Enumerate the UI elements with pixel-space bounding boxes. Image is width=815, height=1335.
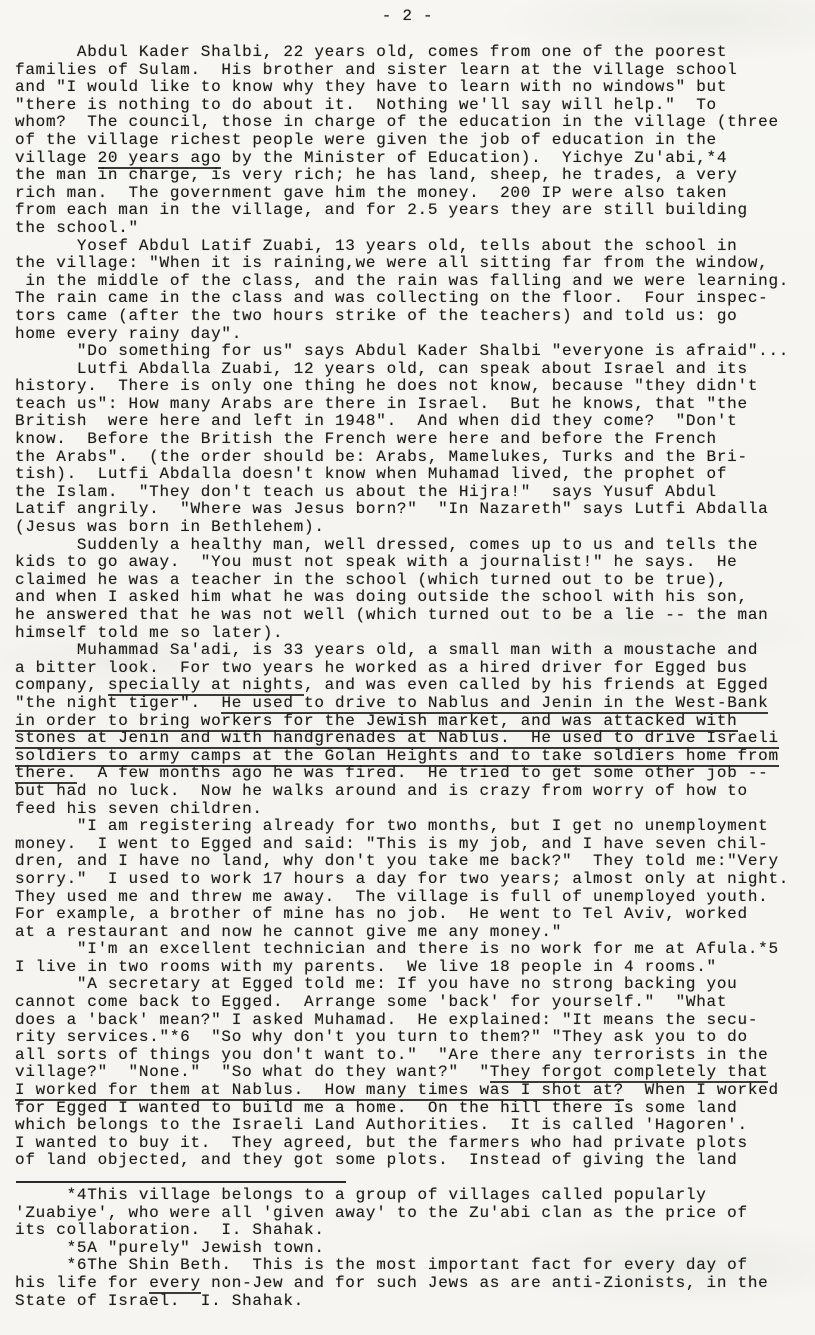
paragraph [15,941,810,976]
underlined-text: 20 years ago [97,148,222,167]
text-line [15,255,810,273]
text-line [15,501,810,519]
text-line [15,378,810,396]
text-line [15,1187,810,1205]
text-segment: a bitter look. For two years he worked as a hired driver for Egged bus [15,658,748,677]
text-segment: from each man in the village, and for 2.5 years they are still building [15,201,748,220]
underlined-text: there. [15,764,77,783]
text-segment: When I worked [623,1081,779,1100]
text-line [15,994,810,1012]
text-line [15,853,810,871]
text-segment: They used me and threw me away. The village is full of unemployed youth. [15,887,769,906]
text-line [15,748,810,766]
text-line [15,1275,810,1293]
text-line [15,941,810,959]
text-line [15,959,810,977]
text-segment: village [15,148,98,167]
text-segment: "Do something for us" says Abdul Kader Shalbi "everyone is afraid"... [15,342,790,361]
text-segment: the school." [15,218,139,237]
paragraph [15,818,810,941]
text-segment: Lutfi Abdalla Zuabi, 12 years old, can speak about Israel and its [15,359,748,378]
text-segment: does a 'back' mean?" I asked Muhamad. He explained: "It means the secu- [15,1010,759,1029]
text-line [15,765,810,783]
text-segment: himself told me so later). [15,623,284,642]
text-segment: all sorts of things you don't want to." "Are there any terrorists in the [15,1045,769,1064]
text-segment: rich man. The government gave him the money. 200 IP were also taken [15,183,728,202]
text-segment: and "I would like to know why they have to learn with no windows" but [15,78,728,97]
text-segment: (Jesus was born in Bethlehem). [15,518,325,537]
text-segment: of land objected, and they got some plots. Instead of giving the land [15,1151,738,1170]
text-line [15,607,810,625]
text-line [15,44,810,62]
text-line [15,449,810,467]
text-segment: company, [15,676,108,695]
text-segment: his life for [15,1273,150,1292]
text-line [15,642,810,660]
text-segment: *5A "purely" Jewish town. [15,1238,325,1257]
text-segment: sorry." I used to work 17 hours a day for two years; almost only at night. [15,869,790,888]
underlined-text: in order to bring workers for the Jewish market, and was attacked with [15,711,738,730]
text-line [15,1240,810,1258]
text-segment: the man in charge, is very rich; he has land, sheep, he trades, a very [15,166,738,185]
text-segment: 'Zuabiye', who were all 'given away' to the Zu'abi clan as the price of [15,1203,748,1222]
text-line [15,572,810,590]
text-line [15,1047,810,1065]
text-segment: the Islam. "They don't teach us about the Hijra!" says Yusuf Abdul [15,482,717,501]
paragraph [15,361,810,537]
text-line [15,1064,810,1082]
text-segment: know. Before the British the French were here and before the French [15,430,717,449]
text-segment: "I'm an excellent technician and there is no work for me at Afula.*5 [15,940,779,959]
text-segment: feed his seven children. [15,799,263,818]
text-line [15,625,810,643]
page-number: - 2 - [381,7,434,25]
text-segment: the Arabs". (the order should be: Arabs, Mamelukes, Turks and the Bri- [15,447,748,466]
text-segment: "I am registering already for two months, but I get no unemployment [15,817,769,836]
text-line [15,1257,810,1275]
text-segment: tish). Lutfi Abdalla doesn't know when Muhamad lived, the prophet of [15,465,728,484]
text-segment: A few months ago he was fired. He tried to get some other job -- [76,764,769,783]
text-segment: whom? The council, those in charge of the education in the village (three [15,113,779,132]
underlined-text: specially at nights [107,676,305,695]
text-line [15,167,810,185]
text-line [15,326,810,344]
text-segment: in the middle of the class, and the rain was falling and we were learning. [15,271,790,290]
text-line [15,466,810,484]
paragraph [15,537,810,643]
text-segment: *6The Shin Beth. This is the most important fact for every day of [15,1256,748,1275]
text-line [15,1293,810,1311]
text-line [15,660,810,678]
text-segment: Abdul Kader Shalbi, 22 years old, comes from one of the poorest [15,43,728,61]
text-line [15,396,810,414]
text-segment: Yosef Abdul Latif Zuabi, 13 years old, tells about the school in [15,236,738,255]
text-line [15,484,810,502]
text-segment: he answered that he was not well (which turned out to be a lie -- the man [15,606,769,624]
text-segment: dren, and I have no land, why don't you take me back?" They told me:"Very [15,852,779,871]
underlined-text: They forgot completely that [489,1063,769,1082]
text-segment: Suddenly a healthy man, well dressed, comes up to us and tells the [15,535,759,554]
text-line [15,1135,810,1153]
text-line [15,202,810,220]
text-line [15,97,810,115]
text-segment: "there is nothing to do about it. Nothing we'll say will help." To [15,95,717,114]
text-line [15,818,810,836]
text-segment: British were here and left in 1948". And when did they come? "Don't [15,412,738,431]
text-segment: "the night tiger". [15,693,222,712]
text-line [15,589,810,607]
text-segment: "A secretary at Egged told me: If you have no strong backing you [15,975,738,994]
paragraph [15,642,810,818]
text-line [15,836,810,854]
text-segment: families of Sulam. His brother and sister learn at the village school [15,60,738,79]
text-line [15,1152,810,1170]
text-segment: State of Israel. I. Shahak. [15,1291,305,1310]
text-line [15,871,810,889]
text-line [15,889,810,907]
text-segment: money. I went to Egged and said: "This is my job, and I have seven chil- [15,834,769,853]
text-segment: and when I asked him what he was doing outside the school with his son, [15,588,748,607]
text-segment: I live in two rooms with my parents. We live 18 people in 4 rooms." [15,957,717,976]
text-segment: The rain came in the class and was collecting on the floor. Four inspec- [15,289,769,308]
text-segment: at a restaurant and now he cannot give me any money." [15,922,563,941]
text-segment: teach us": How many Arabs are there in Israel. But he knows, that "the [15,394,748,413]
text-line [15,783,810,801]
text-segment: home every rainy day". [15,324,243,343]
text-line [15,519,810,537]
text-line [15,801,810,819]
text-line [15,1082,810,1100]
text-line [15,308,810,326]
text-segment: I wanted to buy it. They agreed, but the farmers who had private plots [15,1133,748,1152]
text-segment: *4This village belongs to a group of villages called popularly [15,1186,707,1204]
text-segment: history. There is only one thing he does not know, because "they didn't [15,377,759,396]
footnote-divider [16,1181,346,1183]
text-line [15,114,810,132]
paragraph [15,976,810,1170]
text-line [15,1222,810,1240]
paragraph [15,343,810,361]
text-line [15,343,810,361]
text-line [15,150,810,168]
text-line [15,220,810,238]
text-line [15,273,810,291]
text-line [15,62,810,80]
text-segment: non-Jew and for such Jews as are anti-Zionists, in the [200,1273,769,1292]
underlined-text: every [149,1273,201,1292]
text-line [15,79,810,97]
text-line [15,185,810,203]
text-line [15,1029,810,1047]
footnote [15,1187,810,1240]
footnote [15,1257,810,1310]
text-line [15,361,810,379]
text-segment: but had no luck. Now he walks around and is crazy from worry of how to [15,781,748,800]
text-line [15,1012,810,1030]
text-line [15,1117,810,1135]
text-line [15,132,810,150]
underlined-text: I worked for them at Nablus. How many times was I shot at? [15,1081,624,1100]
text-segment: of the village richest people were given the job of education in the [15,130,717,149]
text-segment: cannot come back to Egged. Arrange some 'back' for yourself." "What [15,993,728,1012]
text-line [15,413,810,431]
text-line [15,730,810,748]
footnote [15,1240,810,1258]
text-segment: Muhammad Sa'adi, is 33 years old, a small man with a moustache and [15,641,759,660]
text-line [15,431,810,449]
text-segment: for Egged I wanted to build me a home. On the hill there is some land [15,1098,738,1117]
text-segment: the village: "When it is raining,we were all sitting far from the window, [15,254,769,273]
text-line [15,1100,810,1118]
text-line [15,238,810,256]
paragraph [15,44,810,238]
text-line [15,290,810,308]
text-line [15,554,810,572]
text-segment: tors came (after the two hours strike of the teachers) and told us: go [15,306,738,325]
text-line [15,695,810,713]
text-line [15,1205,810,1223]
underlined-text: stones at Jenin and with handgrenades at Nablus. He used to drive Israeli [15,729,779,748]
text-line [15,976,810,994]
footnotes [15,1187,810,1310]
text-segment: , and was even called by his friends at Egged [304,676,769,695]
text-segment: village?" "None." "So what do they want?" " [15,1063,490,1082]
text-segment: rity services."*6 "So why don't you turn to them?" "They ask you to do [15,1028,748,1047]
text-segment: its collaboration. I. Shahak. [15,1221,325,1240]
text-line [15,713,810,731]
underlined-text: He used to drive to Nablus and Jenin in the West-Bank [221,693,769,712]
text-line [15,677,810,695]
text-segment: claimed he was a teacher in the school (which turned out to be true), [15,570,728,589]
text-segment: For example, a brother of mine has no job. He went to Tel Aviv, worked [15,905,748,924]
text-line [15,906,810,924]
text-segment: which belongs to the Israeli Land Authorities. It is called 'Hagoren'. [15,1116,748,1135]
text-segment: kids to go away. "You must not speak with a journalist!" he says. He [15,553,738,572]
paragraph [15,238,810,344]
text-line [15,924,810,942]
text-segment: Latif angrily. "Where was Jesus born?" "In Nazareth" says Lutfi Abdalla [15,500,769,519]
underlined-text: soldiers to army camps at the Golan Heights and to take soldiers home from [15,746,779,765]
document-body [15,44,810,1170]
text-line [15,537,810,555]
text-segment: by the Minister of Education). Yichye Zu'abi,*4 [221,148,728,167]
